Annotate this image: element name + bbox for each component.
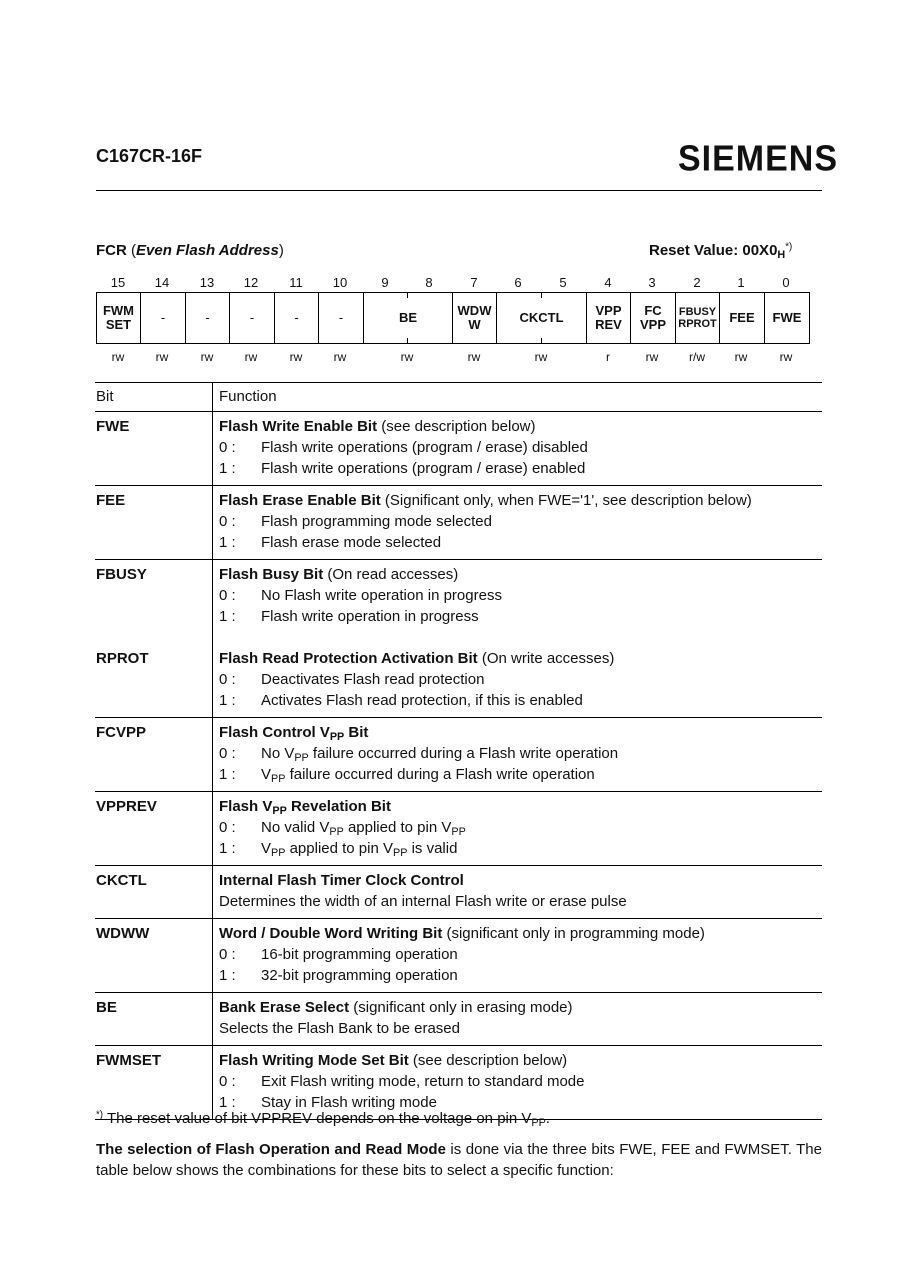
- register-field-reserved-10: [318, 292, 364, 344]
- function-title-line: [219, 870, 822, 891]
- footnote: [96, 1109, 550, 1130]
- option-key: 0 :: [219, 946, 236, 963]
- bit-name: BE: [96, 999, 117, 1016]
- function-title: Flash Busy Bit: [219, 566, 324, 583]
- bit-number-13: 13: [199, 275, 215, 290]
- option-key: 1 :: [219, 766, 236, 783]
- table-row: [95, 486, 822, 560]
- field-line1: -: [205, 310, 210, 325]
- function-note: (On read accesses): [323, 566, 459, 583]
- function-title-line: [219, 1050, 822, 1071]
- field-line2: VPP: [639, 317, 666, 332]
- option-key: 0 :: [219, 819, 236, 836]
- bit-name-cell: [95, 560, 213, 717]
- reset-value-suffix: H: [777, 249, 786, 262]
- register-field-fee: [719, 292, 765, 344]
- function-title-line: [219, 648, 822, 669]
- table-row: [95, 718, 822, 792]
- field-line1: FEE: [729, 310, 755, 325]
- function-cell: [213, 866, 822, 918]
- table-row: [95, 412, 822, 486]
- function-title-line: [219, 564, 822, 585]
- register-field-fcvpp: [630, 292, 676, 344]
- option-line: [219, 817, 822, 838]
- footnote-end: .: [545, 1110, 550, 1127]
- register-short-name: FCR: [96, 242, 127, 259]
- header-divider: [96, 190, 822, 191]
- bit-name-cell: [95, 412, 213, 485]
- field-line1: -: [160, 310, 166, 325]
- option-text: Flash write operation in progress: [261, 608, 479, 625]
- option-line: [219, 743, 822, 764]
- bit-number-9: 9: [381, 275, 389, 290]
- access-be: rw: [400, 350, 414, 364]
- bit-name-cell: [95, 792, 213, 865]
- register-name: [96, 242, 284, 259]
- option-key: 1 :: [219, 608, 236, 625]
- function-cell: [213, 560, 822, 717]
- bit-number-2: 2: [693, 275, 701, 290]
- field-line2: REV: [595, 317, 622, 332]
- table-row: [95, 866, 822, 919]
- option-key: 1 :: [219, 967, 236, 984]
- function-note: (see description below): [377, 418, 536, 435]
- option-key: 0 :: [219, 587, 236, 604]
- option-key: 1 :: [219, 534, 236, 551]
- be-divider-tick-bottom: [407, 338, 408, 344]
- spacer: [96, 606, 212, 627]
- access-ckctl: rw: [534, 350, 548, 364]
- field-line1: FWE: [772, 310, 802, 325]
- vpp-subscript: PP: [272, 805, 287, 818]
- field-line2: SET: [105, 317, 132, 332]
- table-header-row: [95, 383, 822, 412]
- function-cell: [213, 919, 822, 992]
- reset-value-label: Reset Value: 00X0: [649, 242, 778, 259]
- table-body: [95, 412, 822, 1120]
- function-title-line: [219, 923, 822, 944]
- bit-name: CKCTL: [96, 872, 147, 889]
- register-field-fwmset: [96, 292, 141, 344]
- paragraph-bold-lead: The selection of Flash Operation and Read Mode: [96, 1141, 446, 1158]
- option-key: 0 :: [219, 439, 236, 456]
- register-field-wdww: [452, 292, 497, 344]
- function-title-line: [219, 416, 822, 437]
- table-row: [95, 792, 822, 866]
- option-text: 16-bit programming operation: [261, 946, 458, 963]
- bit-name: FWE: [96, 418, 130, 435]
- bit-name-cell: [95, 1046, 213, 1119]
- access-fwmset: rw: [111, 350, 125, 364]
- column-header-function: Function: [219, 388, 277, 405]
- bit-number-5: 5: [559, 275, 567, 290]
- option-text: Exit Flash writing mode, return to standard mode: [261, 1073, 585, 1090]
- column-header-bit: Bit: [95, 383, 213, 411]
- vpp-subscript: PP: [393, 847, 408, 860]
- option-key: 0 :: [219, 513, 236, 530]
- bit-number-15: 15: [110, 275, 126, 290]
- address-close-paren: ): [278, 242, 284, 259]
- option-line: [219, 690, 822, 711]
- vpp-subscript: PP: [271, 847, 286, 860]
- bit-name: WDWW: [96, 925, 150, 942]
- function-title: Bank Erase Select: [219, 999, 350, 1016]
- option-line: [219, 669, 822, 690]
- field-line1: -: [294, 310, 299, 325]
- option-line: [219, 458, 822, 479]
- bit-name: FEE: [96, 492, 126, 509]
- function-title: Flash Control $V_{PP}$ Bit: [219, 724, 369, 744]
- access-wdww: rw: [467, 350, 481, 364]
- bit-number-4: 4: [604, 275, 612, 290]
- vpp-subscript: PP: [451, 826, 466, 839]
- vpp-subscript: PP: [294, 752, 309, 765]
- function-cell: [213, 1046, 822, 1119]
- function-title: Flash Writing Mode Set Bit: [219, 1052, 409, 1069]
- spacer: [96, 585, 212, 606]
- option-line: [219, 532, 822, 553]
- option-text: $V_{PP}$ failure occurred during a Flash write operation: [261, 766, 595, 786]
- ckctl-divider-tick-top: [541, 292, 542, 298]
- reset-footnote-mark: *): [785, 241, 793, 253]
- bit-name: FBUSY: [96, 566, 147, 583]
- field-line1: CKCTL: [519, 310, 564, 325]
- bit-number-3: 3: [648, 275, 656, 290]
- bit-number-7: 7: [470, 275, 478, 290]
- option-line: [219, 1071, 822, 1092]
- bit-function-table: [95, 382, 822, 1120]
- function-cell: [213, 486, 822, 559]
- option-line: [219, 606, 822, 627]
- function-cell: [213, 412, 822, 485]
- function-title: Flash $V_{PP}$ Revelation Bit: [219, 798, 391, 818]
- access-fbusy: r/w: [689, 350, 705, 364]
- function-title: Flash Write Enable Bit: [219, 418, 378, 435]
- reset-value: [649, 241, 793, 262]
- bit-name: FWMSET: [96, 1052, 161, 1069]
- access-fcvpp: rw: [645, 350, 659, 364]
- bit-name: VPPREV: [96, 798, 157, 815]
- document-title: C167CR-16F: [96, 146, 203, 166]
- function-title-line: [219, 997, 822, 1018]
- option-line: [219, 838, 822, 859]
- option-key: 0 :: [219, 745, 236, 762]
- field-line1: WDW: [457, 303, 492, 318]
- vpp-subscript: PP: [329, 731, 345, 744]
- option-key: 0 :: [219, 1073, 236, 1090]
- access-bit13: rw: [200, 350, 214, 364]
- footnote-subscript: PP: [531, 1117, 546, 1130]
- field-line1: BE: [398, 310, 418, 325]
- function-note: (Significant only, when FWE='1', see description below): [380, 492, 752, 509]
- register-field-be: [363, 292, 453, 344]
- bit-name-cell: [95, 919, 213, 992]
- bit-number-14: 14: [154, 275, 170, 290]
- option-text: Flash write operations (program / erase) enabled: [261, 460, 586, 477]
- function-cell: [213, 718, 822, 791]
- bit-number-12: 12: [243, 275, 259, 290]
- spacer: [96, 627, 212, 648]
- option-key: 1 :: [219, 460, 236, 477]
- access-vpprev: r: [606, 350, 610, 364]
- vpp-subscript: PP: [271, 773, 286, 786]
- function-note: (On write accesses): [477, 650, 615, 667]
- register-address-note: Even Flash Address: [136, 242, 279, 259]
- function-title-line: [219, 722, 822, 743]
- bit-name: RPROT: [96, 650, 149, 667]
- function-title: Flash Erase Enable Bit: [219, 492, 381, 509]
- register-field-fwe: [764, 292, 810, 344]
- option-line: [219, 764, 822, 785]
- table-row: [95, 993, 822, 1046]
- function-title: Word / Double Word Writing Bit: [219, 925, 443, 942]
- field-line1: -: [338, 310, 344, 325]
- option-text: Flash programming mode selected: [261, 513, 492, 530]
- option-line: [219, 944, 822, 965]
- access-bit14: rw: [155, 350, 169, 364]
- function-note: (significant only in programming mode): [442, 925, 705, 942]
- option-text: Stay in Flash writing mode: [261, 1094, 437, 1111]
- siemens-logo: SIEMENS: [678, 139, 839, 179]
- footnote-text: The reset value of bit VPPREV depends on the voltage on pin V: [103, 1110, 532, 1127]
- bit-name-cell: [95, 993, 213, 1045]
- field-line2: RPROT: [678, 318, 717, 330]
- option-text: Flash erase mode selected: [261, 534, 442, 551]
- bit-name-cell: [95, 486, 213, 559]
- option-text: No Flash write operation in progress: [261, 587, 502, 604]
- bit-number-0: 0: [782, 275, 790, 290]
- access-fee: rw: [734, 350, 748, 364]
- footnote-mark: *): [96, 1109, 104, 1121]
- function-title: Internal Flash Timer Clock Control: [219, 872, 464, 889]
- field-line1: -: [249, 310, 255, 325]
- field-line1: VPP: [595, 303, 622, 318]
- access-bit12: rw: [244, 350, 258, 364]
- access-bit11: rw: [289, 350, 303, 364]
- access-bit10: rw: [333, 350, 347, 364]
- function-title-line: [219, 796, 822, 817]
- field-line2: W: [468, 317, 481, 332]
- be-divider-tick-top: [407, 292, 408, 298]
- bit-number-1: 1: [737, 275, 745, 290]
- register-field-fbusy-rprot: [675, 292, 720, 344]
- field-line1: FBUSY: [678, 306, 717, 318]
- option-key: 1 :: [219, 692, 236, 709]
- register-field-vpprev: [586, 292, 631, 344]
- option-line: [219, 437, 822, 458]
- spacer: [219, 627, 822, 648]
- access-fwe: rw: [779, 350, 793, 364]
- table-row: [95, 560, 822, 718]
- bit-number-11: 11: [289, 275, 303, 290]
- address-open-paren: (: [131, 242, 136, 259]
- field-line1: FWM: [102, 303, 135, 318]
- option-key: 1 :: [219, 840, 236, 857]
- option-text: No valid $V_{PP}$ applied to pin $V_{PP}$: [261, 819, 466, 839]
- option-text: No $V_{PP}$ failure occurred during a Flash write operation: [261, 745, 619, 765]
- register-field-reserved-13: [185, 292, 230, 344]
- field-line1: FC: [644, 303, 662, 318]
- vpp-subscript: PP: [329, 826, 344, 839]
- bit-number-8: 8: [425, 275, 433, 290]
- option-key: 1 :: [219, 1094, 236, 1111]
- function-description: Determines the width of an internal Flash write or erase pulse: [219, 893, 627, 910]
- bit-number-10: 10: [332, 275, 348, 290]
- function-description: Selects the Flash Bank to be erased: [219, 1020, 460, 1037]
- option-line: [219, 585, 822, 606]
- register-field-reserved-11: [274, 292, 319, 344]
- register-field-reserved-12: [229, 292, 275, 344]
- function-title-line: [219, 490, 822, 511]
- option-text: Deactivates Flash read protection: [261, 671, 485, 688]
- register-field-ckctl: [496, 292, 587, 344]
- paragraph-text: is done via the three bits FWE, FEE and FWMSET. The table below shows the combinations for these bits to select a specific function:: [96, 1141, 822, 1179]
- register-field-reserved-14: [140, 292, 186, 344]
- option-line: [219, 511, 822, 532]
- bit-number-6: 6: [514, 275, 522, 290]
- function-cell: [213, 993, 822, 1045]
- function-cell: [213, 792, 822, 865]
- option-text: Flash write operations (program / erase) disabled: [261, 439, 588, 456]
- function-title: Flash Read Protection Activation Bit: [219, 650, 478, 667]
- table-row: [95, 1046, 822, 1120]
- body-paragraph: [96, 1139, 822, 1181]
- option-text: Activates Flash read protection, if this is enabled: [261, 692, 583, 709]
- option-text: $V_{PP}$ applied to pin $V_{PP}$ is valid: [261, 840, 458, 860]
- table-row: [95, 919, 822, 993]
- option-text: 32-bit programming operation: [261, 967, 458, 984]
- bit-name-cell: [95, 718, 213, 791]
- function-note: (significant only in erasing mode): [349, 999, 573, 1016]
- bit-name: FCVPP: [96, 724, 147, 741]
- option-line: [219, 965, 822, 986]
- function-note: (see description below): [408, 1052, 568, 1069]
- ckctl-divider-tick-bottom: [541, 338, 542, 344]
- option-key: 0 :: [219, 671, 236, 688]
- bit-name-cell: [95, 866, 213, 918]
